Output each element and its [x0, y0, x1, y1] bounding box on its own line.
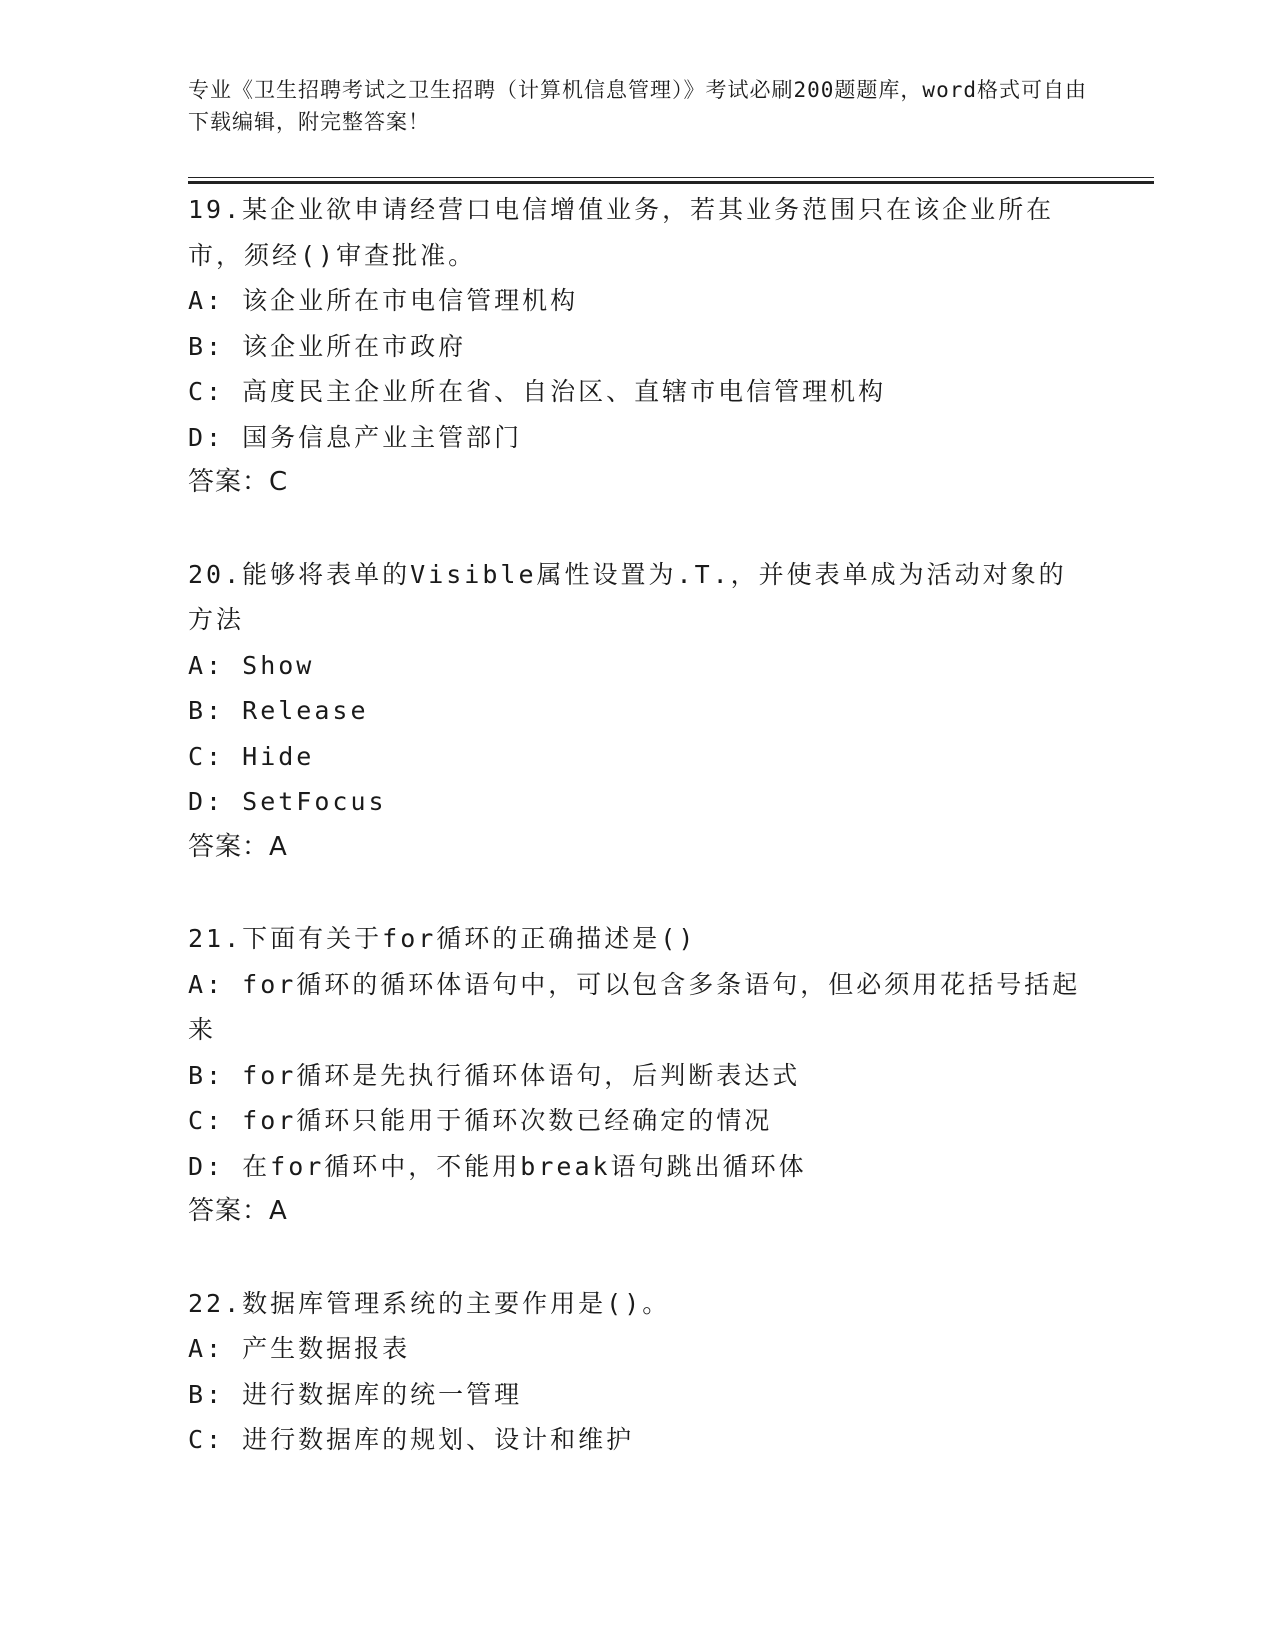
option-c: C: 高度民主企业所在省、自治区、直辖市电信管理机构	[188, 377, 887, 406]
page-header: 专业《卫生招聘考试之卫生招聘（计算机信息管理）》考试必刷200题题库，word格式可自由下载编辑，附完整答案！	[188, 78, 1087, 134]
question-stem: 20.能够将表单的Visible属性设置为.T.，并使表单成为活动对象的方法	[188, 559, 1067, 634]
option-b: B: 该企业所在市政府	[188, 331, 467, 361]
option-a: A: Show	[188, 650, 315, 680]
answer: 答案：A	[188, 831, 288, 862]
question-stem: 21.下面有关于for循环的正确描述是()	[188, 924, 697, 953]
header-divider-thick	[188, 181, 1154, 184]
question-22	[188, 1281, 1088, 1463]
option-c: C: 进行数据库的规划、设计和维护	[188, 1425, 635, 1454]
option-a: A: 该企业所在市电信管理机构	[188, 286, 579, 315]
option-d: D: 国务信息产业主管部门	[188, 422, 523, 452]
option-a: A: 产生数据报表	[188, 1334, 411, 1363]
question-20	[188, 552, 1088, 871]
question-21	[188, 916, 1088, 1235]
option-c: C: Hide	[188, 741, 315, 771]
option-d: D: 在for循环中，不能用break语句跳出循环体	[188, 1151, 807, 1181]
header-divider-thin	[188, 177, 1154, 178]
question-19	[188, 187, 1088, 506]
answer: 答案：C	[188, 467, 289, 497]
option-b: B: Release	[188, 696, 369, 725]
answer: 答案：A	[188, 1196, 288, 1226]
question-stem: 19.某企业欲申请经营口电信增值业务，若其业务范围只在该企业所在市，须经()审查批准。	[188, 195, 1055, 270]
option-b: B: for循环是先执行循环体语句，后判断表达式	[188, 1060, 801, 1090]
option-d: D: SetFocus	[188, 787, 387, 816]
question-stem: 22.数据库管理系统的主要作用是()。	[188, 1288, 671, 1318]
option-b: B: 进行数据库的统一管理	[188, 1379, 523, 1409]
option-a: A: for循环的循环体语句中，可以包含多条语句，但必须用花括号括起来	[188, 969, 1081, 1044]
option-c: C: for循环只能用于循环次数已经确定的情况	[188, 1106, 773, 1135]
question-list	[188, 187, 1088, 1509]
